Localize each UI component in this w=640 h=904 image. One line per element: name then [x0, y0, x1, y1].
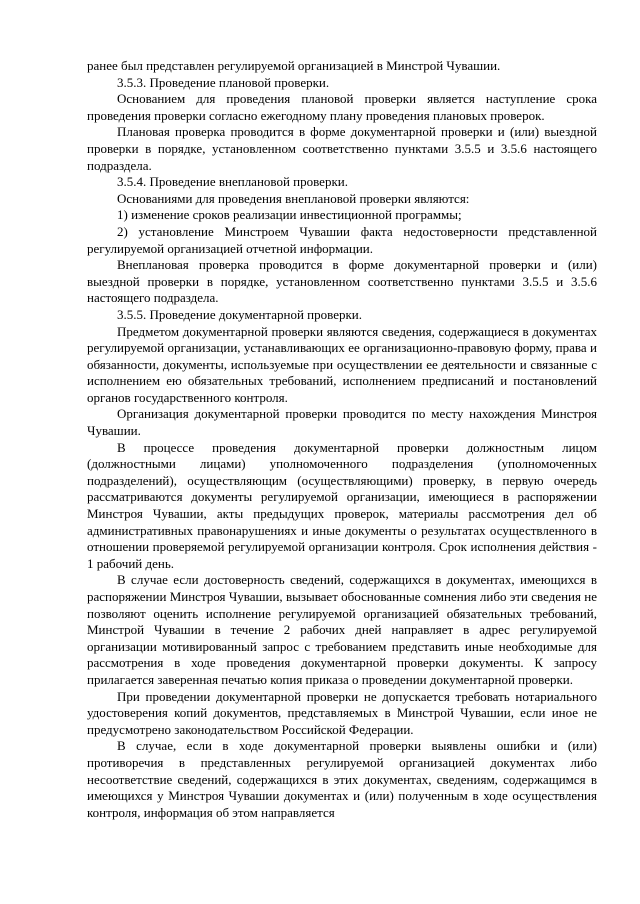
paragraph: Основаниями для проведения внеплановой проверки являются: — [117, 190, 470, 206]
paragraph: В процессе проведения документарной проверки должностным лицом (должностными лицами) уполномоченного подразделения (уполномоченных подразделений), осуществляющим (осуществляющими) проверку, в первую очередь рассматриваются документы регулируемой организации, имеющиеся в распоряжении Минстроя Чувашии, акты предыдущих проверок, материалы рассмотрения дел об административных правонарушениях и иные документы о результатах осуществленного в отношении проверяемой регулируемой организации контроля. Срок исполнения действия - 1 рабочий день. — [87, 439, 597, 571]
list-item: 1) изменение сроков реализации инвестиционной программы; — [117, 207, 462, 223]
section-heading-3-5-5: 3.5.5. Проведение документарной проверки. — [117, 306, 362, 322]
paragraph: Организация документарной проверки проводится по месту нахождения Минстроя Чувашии. — [87, 406, 597, 439]
paragraph-continuation: ранее был представлен регулируемой организацией в Минстрой Чувашии. — [87, 58, 501, 73]
section-heading-3-5-4: 3.5.4. Проведение внеплановой проверки. — [117, 174, 348, 190]
list-item: 2) установление Минстроем Чувашии факта недостоверности представленной регулируемой организацией отчетной информации. — [87, 223, 597, 256]
paragraph: В случае, если в ходе документарной проверки выявлены ошибки и (или) противоречия в представленных регулируемой организацией документах либо несоответствие сведений, содержащихся в этих документах, сведениям, содержащимся в имеющихся у Минстроя Чувашии документах и (или) полученным в ходе осуществления контроля, информация об этом направляется — [87, 738, 597, 820]
section-heading-3-5-3: 3.5.3. Проведение плановой проверки. — [117, 74, 330, 90]
paragraph: В случае если достоверность сведений, содержащихся в документах, имеющихся в распоряжении Минстроя Чувашии, вызывает обоснованные сомнения либо эти сведения не позволяют оценить исполнение регулируемой организацией обязательных требований, Минстрой Чувашии в течение 2 рабочих дней направляет в адрес регулируемой организации мотивированный запрос с требованием представить иные необходимые для рассмотрения в ходе проведения документарной проверки документы. К запросу прилагается заверенная печатью копия приказа о проведении документарной проверки. — [87, 572, 597, 687]
paragraph: При проведении документарной проверки не допускается требовать нотариального удостоверения копий документов, представляемых в Минстрой Чувашии, если иное не предусмотрено законодательством Российской Федерации. — [87, 688, 597, 737]
paragraph: Основанием для проведения плановой проверки является наступление срока проведения проверки согласно ежегодному плану проведения плановых проверок. — [87, 91, 597, 123]
paragraph: Предметом документарной проверки являются сведения, содержащиеся в документах регулируемой организации, устанавливающих ее организационно-правовую форму, права и обязанности, документы, используемые при осуществлении ее деятельности и связанные с исполнением ею обязательных требований, исполнением предписаний и постановлений органов государственного контроля. — [87, 323, 597, 405]
document-page — [87, 58, 597, 821]
paragraph: Внеплановая проверка проводится в форме документарной проверки и (или) выездной проверки в порядке, установленном соответственно пунктами 3.5.5 и 3.5.6 настоящего подраздела. — [87, 257, 597, 306]
paragraph: Плановая проверка проводится в форме документарной проверки и (или) выездной проверки в порядке, установленном соответственно пунктами 3.5.5 и 3.5.6 настоящего подраздела. — [87, 124, 597, 173]
